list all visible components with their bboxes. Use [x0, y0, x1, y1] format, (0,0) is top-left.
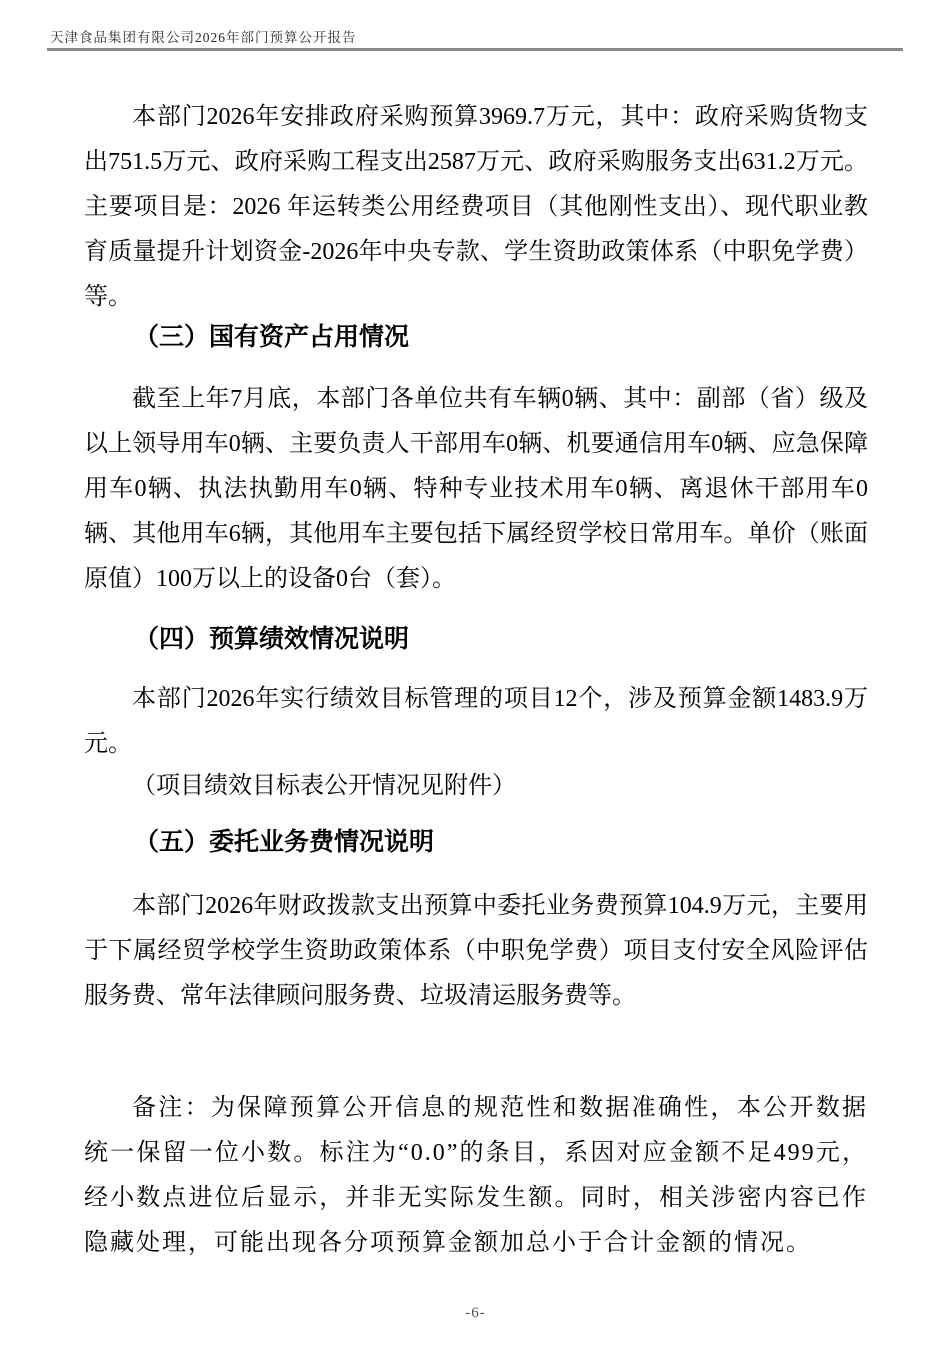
- heading-entrusted-business-fee: （五）委托业务费情况说明: [134, 829, 435, 856]
- paragraph-government-procurement: 本部门2026年安排政府采购预算3969.7万元，其中：政府采购货物支出751.5万元、政府采购工程支出2587万元、政府采购服务支出631.2万元。主要项目是：2026 年运转类公用经费项目（其他刚性支出）、现代职业教育质量提升计划资金-2026年中央专款、学生资助政策体系（中职免学费）等。: [84, 104, 868, 310]
- heading-budget-performance: （四）预算绩效情况说明: [134, 626, 410, 653]
- paragraph-remark: 备注：为保障预算公开信息的规范性和数据准确性，本公开数据统一保留一位小数。标注为“0.0”的条目，系因对应金额不足499元，经小数点进位后显示，并非无实际发生额。同时，相关涉密内容已作隐藏处理，可能出现各分项预算金额加总小于合计金额的情况。: [84, 1095, 868, 1256]
- paragraph-performance-attachment-note: （项目绩效目标表公开情况见附件）: [132, 773, 516, 799]
- paragraph-state-assets: 截至上年7月底，本部门各单位共有车辆0辆、其中：副部（省）级及以上领导用车0辆、主要负责人干部用车0辆、机要通信用车0辆、应急保障用车0辆、执法执勤用车0辆、特种专业技术用车0辆、离退休干部用车0辆、其他用车6辆，其他用车主要包括下属经贸学校日常用车。单价（账面原值）100万以上的设备0台（套）。: [84, 386, 868, 592]
- paragraph-entrusted-business-fee: 本部门2026年财政拨款支出预算中委托业务费预算104.9万元，主要用于下属经贸学校学生资助政策体系（中职免学费）项目支付安全风险评估服务费、常年法律顾问服务费、垃圾清运服务费等。: [84, 893, 868, 1009]
- paragraph-budget-performance: 本部门2026年实行绩效目标管理的项目12个，涉及预算金额1483.9万元。: [84, 686, 868, 757]
- page-number: -6-: [465, 1305, 486, 1321]
- header-title: 天津食品集团有限公司2026年部门预算公开报告: [50, 30, 357, 45]
- heading-state-assets: （三）国有资产占用情况: [134, 324, 410, 351]
- header-rule: [47, 48, 903, 51]
